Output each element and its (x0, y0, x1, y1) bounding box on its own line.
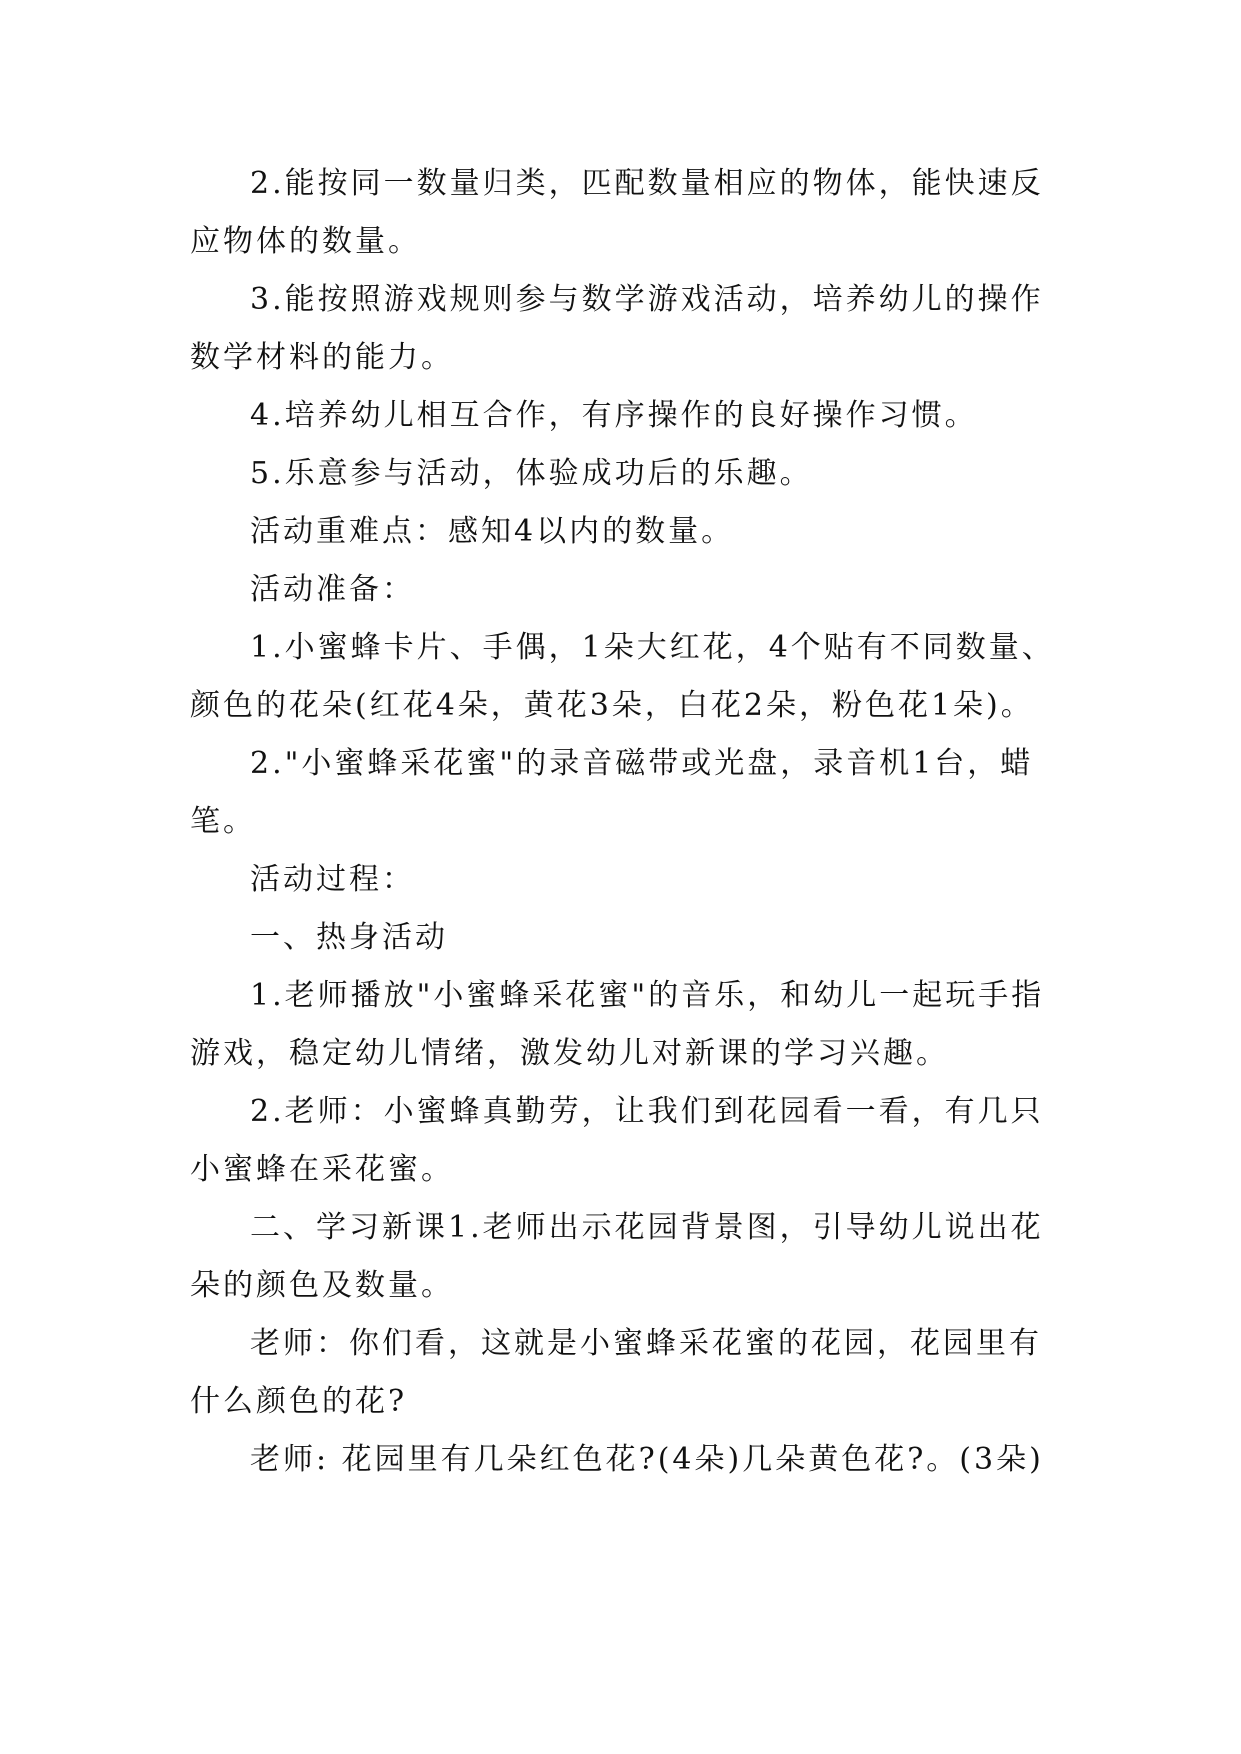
document-body (190, 155, 1058, 1489)
paragraph-process-heading: 活动过程： (250, 862, 415, 897)
paragraph-goal-2: 2.能按同一数量归类，匹配数量相应的物体，能快速反应物体的数量。 (190, 166, 1044, 259)
paragraph-warmup-heading: 一、热身活动 (250, 920, 448, 955)
paragraph-preparation-1: 1.小蜜蜂卡片、手偶，1朵大红花，4个贴有不同数量、颜色的花朵(红花4朵，黄花3朵，白花2朵，粉色花1朵)。 (190, 630, 1055, 723)
paragraph-key-points: 活动重难点：感知4以内的数量。 (250, 514, 735, 549)
paragraph-goal-5: 5.乐意参与活动，体验成功后的乐趣。 (250, 456, 813, 491)
paragraph-goal-3: 3.能按照游戏规则参与数学游戏活动，培养幼儿的操作数学材料的能力。 (190, 282, 1044, 375)
paragraph-warmup-2: 2.老师：小蜜蜂真勤劳，让我们到花园看一看，有几只小蜜蜂在采花蜜。 (190, 1094, 1044, 1187)
paragraph-new-lesson: 二、学习新课1.老师出示花园背景图，引导幼儿说出花朵的颜色及数量。 (190, 1210, 1044, 1303)
paragraph-preparation-heading: 活动准备： (250, 572, 415, 607)
paragraph-teacher-question-2: 老师: 花园里有几朵红色花?(4朵)几朵黄色花?。(3朵) (250, 1442, 1044, 1477)
paragraph-goal-4: 4.培养幼儿相互合作，有序操作的良好操作习惯。 (250, 398, 978, 433)
paragraph-warmup-1: 1.老师播放"小蜜蜂采花蜜"的音乐，和幼儿一起玩手指游戏，稳定幼儿情绪，激发幼儿对新课的学习兴趣。 (190, 978, 1045, 1071)
paragraph-preparation-2: 2."小蜜蜂采花蜜"的录音磁带或光盘，录音机1台，蜡笔。 (190, 746, 1034, 839)
paragraph-teacher-question-1: 老师：你们看，这就是小蜜蜂采花蜜的花园，花园里有什么颜色的花? (190, 1326, 1042, 1419)
